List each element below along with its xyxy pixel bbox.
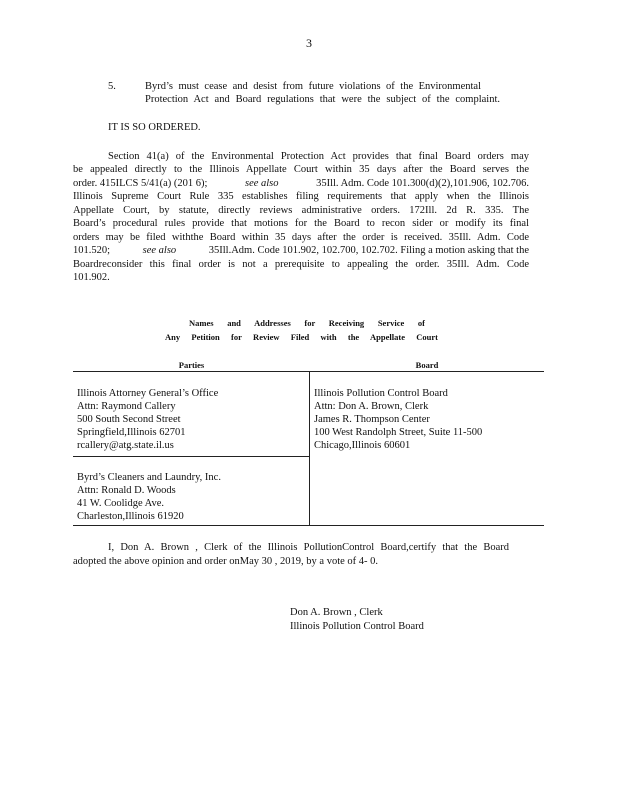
address-line: 100 West Randolph Street, Suite 11-500 — [314, 427, 483, 438]
para-line3 — [73, 177, 529, 190]
address-line: Byrd’s Cleaners and Laundry, Inc. — [77, 472, 221, 483]
signature-name: Don A. Brown , Clerk — [290, 607, 383, 618]
table-title-line1: Names and Addresses for Receiving Service of — [189, 318, 425, 328]
item5-line1: Byrd’s must cease and desist from future violations of the Environmental — [145, 81, 481, 92]
certification-line1: I, Don A. Brown , Clerk of the Illinois PollutionControl Board,certify that the Board — [108, 542, 509, 553]
address-line: Charleston,Illinois 61920 — [77, 511, 184, 522]
para-line5: Appellate Court, by statute, directly reviews administrative orders. 172Ill. 2d R. 335. The — [73, 205, 529, 216]
para-line8-a: 101.520; — [73, 245, 111, 256]
table-column-divider — [309, 371, 310, 525]
para-line7: orders may be filed withthe Board within 35 days after the order is received. 35Ill. Adm. Code — [73, 232, 529, 243]
para-line10: 101.902. — [73, 272, 110, 283]
para-line9: Boardreconsider this final order is not a prerequisite to appealing the order. 35Ill. Adm. Code — [73, 259, 529, 270]
address-line: 500 South Second Street — [77, 414, 181, 425]
item5-line2: Protection Act and Board regulations that were the subject of the complaint. — [145, 94, 500, 105]
table-bottom-rule — [73, 525, 544, 526]
para-line6: Board’s procedural rules provide that motions for the Board to recon sider or modify its final — [73, 218, 529, 229]
para-line3-see-also: see also — [244, 178, 279, 189]
address-line: Attn: Don A. Brown, Clerk — [314, 401, 429, 412]
address-line: Attn: Ronald D. Woods — [77, 485, 176, 496]
para-line3-c: 35Ill. Adm. Code 101.300(d)(2),101.906, 102.706. — [316, 178, 529, 189]
para-line3-a: order. 415ILCS 5/41(a) (201 6); — [73, 178, 208, 189]
address-line: Chicago,Illinois 60601 — [314, 440, 411, 451]
address-line: Illinois Pollution Control Board — [314, 388, 448, 399]
address-line: Illinois Attorney General’s Office — [77, 388, 219, 399]
address-line: 41 W. Coolidge Ave. — [77, 498, 165, 509]
page-number: 3 — [306, 36, 312, 50]
para-line8-see-also: see also — [142, 245, 177, 256]
signature-organization: Illinois Pollution Control Board — [290, 621, 424, 632]
certification-line2: adopted the above opinion and order onMay 30 , 2019, by a vote of 4- 0. — [73, 556, 379, 567]
para-line1: Section 41(a) of the Environmental Protection Act provides that final Board orders may — [108, 151, 529, 162]
address-line: Springfield,Illinois 62701 — [77, 427, 186, 438]
table-title-line2: Any Petition for Review Filed with the Appellate Court — [165, 332, 438, 342]
para-line8-c: 35Ill.Adm. Code 101.902, 102.700, 102.702. Filing a motion asking that the — [208, 245, 529, 256]
so-ordered: IT IS SO ORDERED. — [108, 122, 201, 133]
party-attorney-general-address — [77, 387, 218, 452]
para-line8 — [73, 244, 529, 257]
column-header-board: Board — [415, 360, 439, 370]
address-line: James R. Thompson Center — [314, 414, 430, 425]
party-byrds-cleaners-address — [77, 471, 221, 523]
email-address: rcallery@atg.state.il.us — [77, 440, 174, 451]
para-line2: be appealed directly to the Illinois Appellate Court within 35 days after the Board serves the — [73, 164, 529, 175]
item-number: 5. — [108, 81, 116, 92]
para-line4: Illinois Supreme Court Rule 335 establishes filing requirements that apply when the Illinois — [73, 191, 529, 202]
column-header-parties: Parties — [178, 360, 205, 370]
table-row-divider — [73, 456, 309, 457]
address-line: Attn: Raymond Callery — [77, 401, 176, 412]
board-address — [314, 387, 482, 452]
